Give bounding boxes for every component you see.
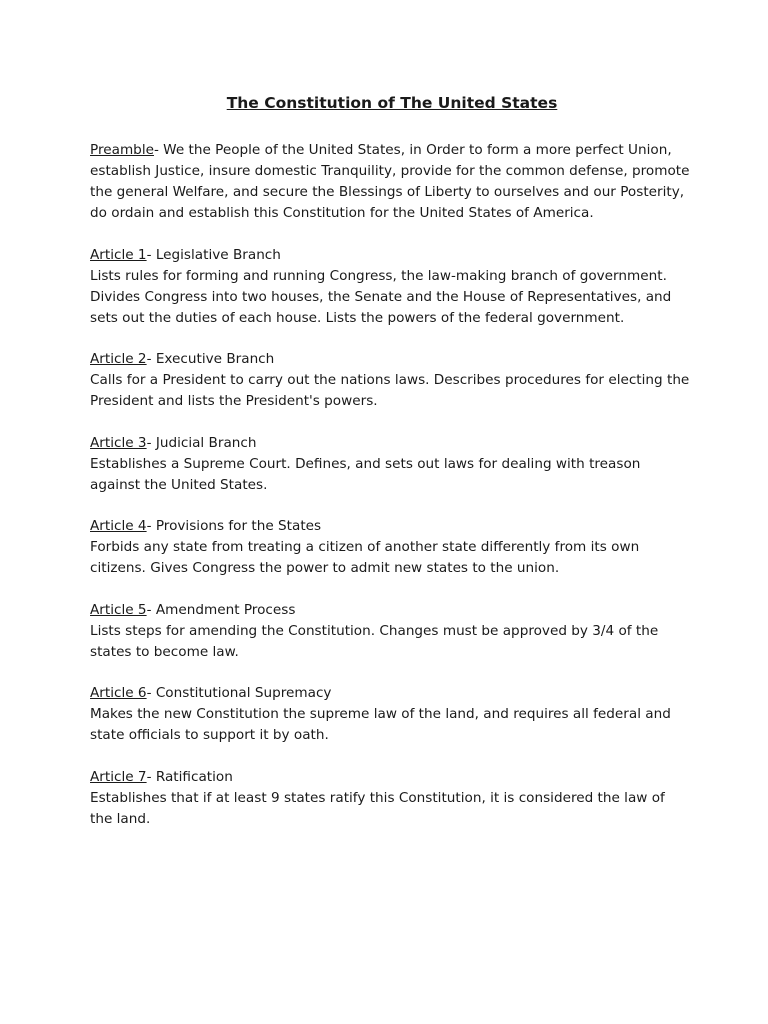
- article-6-label: Article 6: [90, 685, 147, 701]
- article-4-heading: [90, 516, 690, 537]
- article-3-label: Article 3: [90, 434, 147, 451]
- article-7-section: [90, 767, 690, 830]
- article-7-heading: [90, 767, 690, 788]
- document-title: The Constitution of The United States: [226, 94, 558, 112]
- article-6-heading: [90, 683, 690, 704]
- article-2-title: - Executive Branch: [146, 351, 275, 367]
- article-5-heading: [90, 600, 690, 621]
- preamble-text: - We the People of the United States, in Order to form a more perfect Union, establish Justice, insure domestic Tranquility, provide for the common defense, promote the general Welfare, and secure the Blessings of Liberty to ourselves and our Posterity, do ordain and establish this Constitution for the United States of America.: [90, 142, 690, 221]
- article-6-body: Makes the new Constitution the supreme law of the land, and requires all federal and state officials to support it by oath.: [90, 706, 671, 743]
- article-4-section: [90, 516, 690, 579]
- article-7-label: Article 7: [90, 768, 147, 785]
- article-2-heading: [90, 349, 690, 370]
- article-5-body: Lists steps for amending the Constitution. Changes must be approved by 3/4 of the states to become law.: [90, 622, 659, 660]
- article-1-section: [90, 245, 690, 329]
- article-5-title: - Amendment Process: [146, 601, 296, 618]
- article-4-body: Forbids any state from treating a citizen of another state differently from its own citizens. Gives Congress the power to admit new states to the union.: [90, 539, 640, 576]
- article-2-body: Calls for a President to carry out the nations laws. Describes procedures for electing the President and lists the President's powers.: [90, 372, 690, 409]
- article-2-section: [90, 349, 690, 412]
- preamble-label: Preamble: [90, 142, 154, 158]
- article-6-section: [90, 683, 690, 746]
- document-page: [90, 92, 690, 850]
- article-7-title: - Ratification: [146, 768, 233, 785]
- article-3-section: [90, 433, 690, 496]
- article-1-title: - Legislative Branch: [146, 246, 281, 263]
- article-3-heading: [90, 433, 690, 454]
- preamble-section: [90, 140, 690, 224]
- article-3-title: - Judicial Branch: [146, 434, 257, 451]
- article-4-title: - Provisions for the States: [146, 518, 322, 534]
- article-5-label: Article 5: [90, 601, 147, 618]
- article-4-label: Article 4: [90, 518, 147, 534]
- article-1-body: Lists rules for forming and running Congress, the law-making branch of government. Divides Congress into two houses, the Senate and the House of Representatives, and sets out the duties of each house. Lists the powers of the federal government.: [90, 267, 672, 326]
- article-1-label: Article 1: [90, 246, 147, 263]
- article-3-body: Establishes a Supreme Court. Defines, and sets out laws for dealing with treason against the United States.: [90, 455, 641, 493]
- article-1-heading: [90, 245, 690, 266]
- article-7-body: Establishes that if at least 9 states ratify this Constitution, it is considered the law of the land.: [90, 789, 665, 827]
- article-6-title: - Constitutional Supremacy: [146, 685, 332, 701]
- article-5-section: [90, 600, 690, 663]
- article-2-label: Article 2: [90, 351, 147, 367]
